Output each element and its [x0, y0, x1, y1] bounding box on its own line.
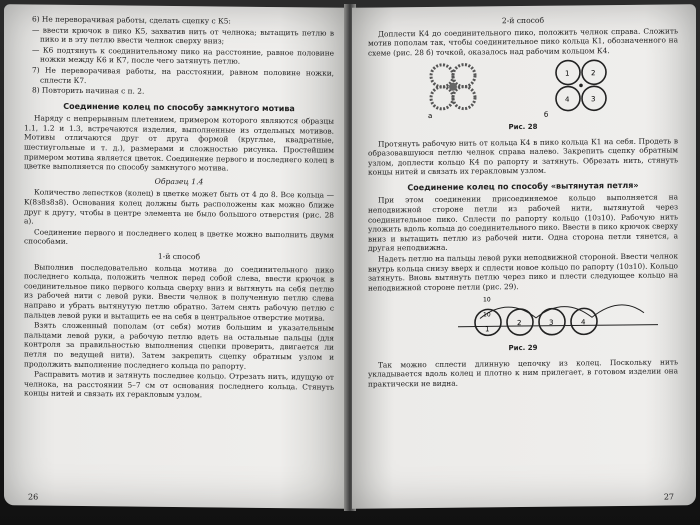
- section-heading: Соединение колец по способу «вытянутая петля»: [407, 180, 639, 193]
- ring-label: 1: [565, 69, 570, 78]
- fig28-label-a: а: [428, 112, 433, 121]
- ring-label: 3: [591, 95, 596, 104]
- left-page-content: [24, 14, 334, 498]
- body-paragraph: Расправить мотив и затянуть последнее кольцо. Отрезать нить, идущую от челнока, на расстоянии 5–7 см от основания последнего кольца. Стянуть концы нитей и связать их геракловым узлом.: [24, 369, 334, 400]
- body-paragraph: Выполнив последовательно кольца мотива до соединительного пико последнего кольца, положить челнок перед собой слева, ввести крючок в соединительное пико первого кольца сверху вниз и вытянуть на себя петлю из рабочей нити с левой руки. Ввести челнок в полученную петлю слева направо и убрать вытянутую петлю обратно. Затем снять рабочую петлю с пальцев левой руки и вытащить ее на себя в центральное отверстие мотива.: [24, 262, 334, 323]
- ring-label: 1: [485, 325, 490, 334]
- page-number: 27: [663, 492, 674, 502]
- right-page: [352, 4, 696, 509]
- left-page: [4, 4, 348, 509]
- page-number: 26: [28, 492, 39, 502]
- fig29-top-label: 10: [483, 296, 491, 304]
- ring-label: 2: [591, 69, 596, 78]
- figure-caption: Рис. 29: [508, 343, 538, 353]
- body-paragraph: Соединение первого и последнего колец в цветке можно выполнить двумя способами.: [24, 227, 334, 247]
- body-paragraph: Доплести К4 до соединительного пико, положить челнок справа. Сложить мотив пополам так, чтобы соединительное пико кольца К1, обозначенного на схеме (рис. 28 б) точкой, оказалось над рабочим кольцом К4.: [368, 25, 678, 58]
- fig29-top-label: 10: [483, 311, 491, 319]
- figure-29: [368, 291, 674, 342]
- instruction-item: — ввести крючок в пико К5, захватив нить от челнока; вытащить петлю в пико и в эту петлю ввести челнок сверху вниз;: [32, 25, 334, 46]
- body-paragraph: Протянуть рабочую нить от кольца К4 в пико кольца К1 на себя. Продеть в образовавшуюся петлю челнок справа налево. Закрепить сцепку обратным узлом, доплести кольцо К4 по рапорту и затянуть. Обрезать нить, стянуть концы нитей и связать их геракловым узлом.: [368, 135, 678, 177]
- instruction-item: — К6 подтянуть к соединительному пико на расстояние, равное половине ножки между К6 и К7, после чего затянуть петлю.: [32, 45, 334, 67]
- sample-title: Образец 1.4: [154, 176, 204, 187]
- ring-scheme: [556, 61, 606, 112]
- ring-label: 4: [565, 95, 570, 104]
- section-heading: Соединение колец по способу замкнутого мотива: [63, 101, 295, 113]
- right-page-content: [368, 14, 678, 498]
- ring-label: 3: [549, 319, 554, 328]
- method-title: 2-й способ: [501, 15, 545, 26]
- ring-label: 2: [517, 319, 522, 328]
- figure-caption: Рис. 28: [508, 122, 538, 132]
- fig28-label-b: б: [544, 111, 549, 120]
- body-paragraph: Количество лепестков (колец) в цветке может быть от 4 до 8. Все кольца — K(8з8з8з8). Основания колец должны быть расположены как можно ближе друг к другу, чтобы в центре элемента не было большого отверстия (рис. 28 а).: [24, 187, 334, 226]
- body-paragraph: Взять сложенный пополам (от себя) мотив большим и указательным пальцами левой руки, а рабочую петлю вдеть на остальные пальцы (для контроля за правильностью выполнения сцепки проверить, двигается ли петля по ведущей нити). Затем закрепить сцепку обратным узлом и продолжить выполнение последнего кольца по рапорту.: [24, 320, 334, 371]
- body-paragraph: Надеть петлю на пальцы левой руки неподвижной стороной. Ввести челнок внутрь кольца снизу вверх и сплести новое кольцо по рапорту (10з10). Кольцо затянуть. Вновь вытянуть петлю через пико и плести следующее кольцо на неподвижной стороне петли (рис. 29).: [368, 251, 678, 293]
- instruction-item: 6) Не переворачивая работы, сделать сцепку с К5:: [32, 14, 231, 26]
- instruction-item: 8) Повторить начиная с п. 2.: [32, 85, 145, 96]
- figure-28: [368, 56, 674, 121]
- method-title: 1-й способ: [157, 251, 201, 262]
- body-paragraph: При этом соединении присоединяемое кольцо выполняется на неподвижной стороне петли из рабочей нити, вытянутой через соединительное пико. Сплести по рапорту кольцо (10з10). Рабочую нить уложить вдоль кольца до соединительного пико. Ввести в пико крючок сверху вниз и вытащить петлю из рабочей нити. Одна сторона петли тянется, а другая неподвижна.: [368, 192, 678, 254]
- instruction-item: 7) Не переворачивая работы, на расстоянии, равном половине ножки, сплести К7.: [32, 65, 334, 85]
- ring-label: 4: [581, 318, 586, 327]
- body-paragraph: Наряду с непрерывным плетением, примером которого являются образцы 1.1, 1.2 и 1.3, встречаются изделия, выполненные из отдельных мотивов. Мотивы отличаются друг от друга формой (круглые, квадратные, шестиугольные и т. д.), размерами и сложностью рисунка. Простейшим примером мотива является цветок. Соединение первого и последнего колец в цветке выполняется по способу замкнутого мотива.: [24, 113, 334, 173]
- body-paragraph: Так можно сплести длинную цепочку из колец. Поскольку нить укладывается вдоль колец и плотно к ним прилегает, в готовом изделии она практически не видна.: [368, 356, 678, 389]
- lace-motif-photo: [431, 65, 475, 109]
